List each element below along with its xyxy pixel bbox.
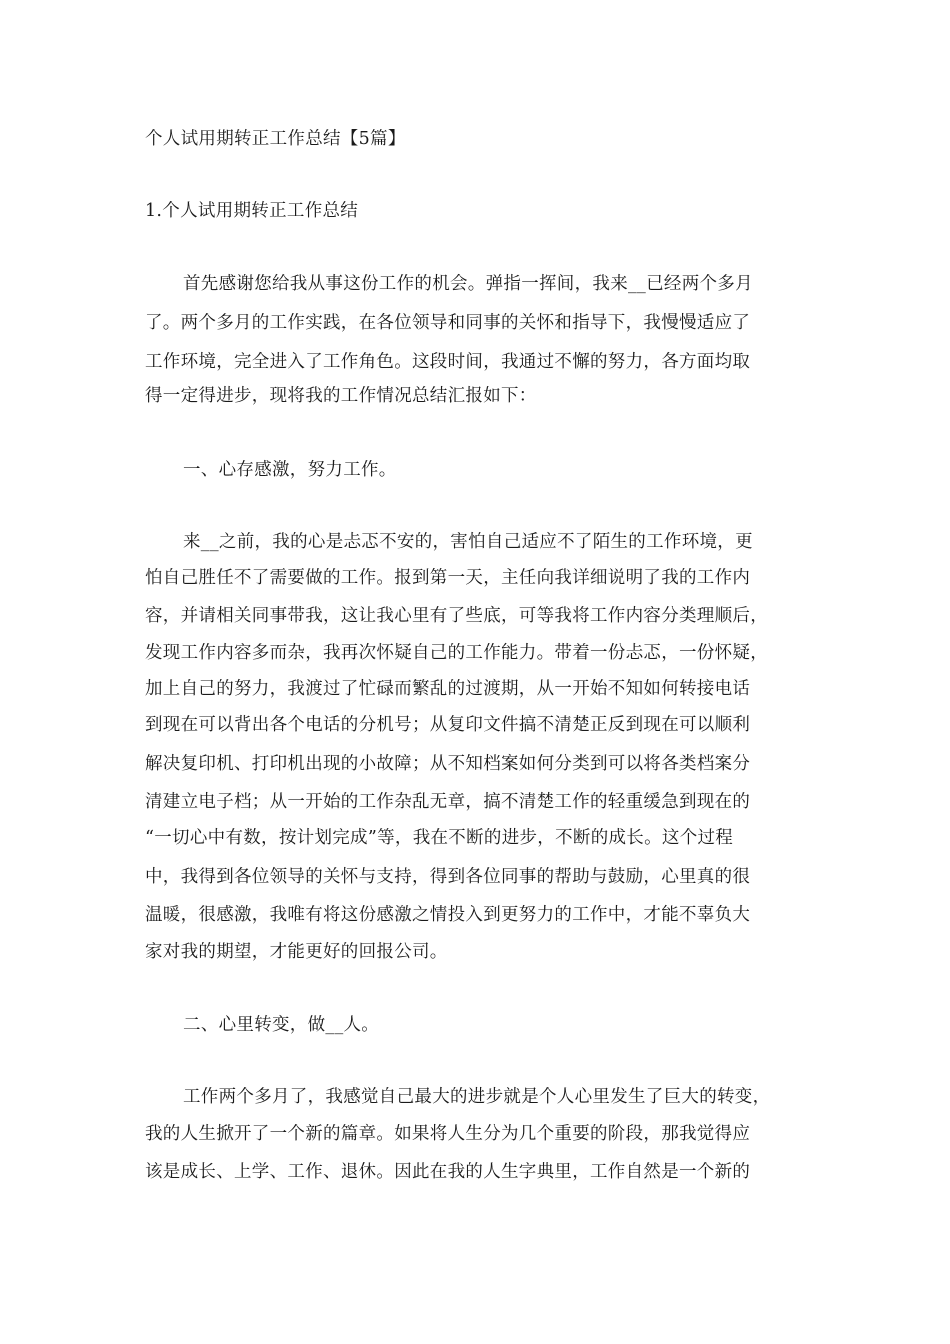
paragraph-line: 首先感谢您给我从事这份工作的机会。弹指一挥间，我来__已经两个多月 — [183, 274, 753, 294]
paragraph-line: 温暖，很感激，我唯有将这份感激之情投入到更努力的工作中，才能不辜负大 — [145, 905, 751, 925]
paragraph-line: “一切心中有数，按计划完成”等，我在不断的进步，不断的成长。这个过程 — [145, 828, 734, 848]
section-title: 1.个人试用期转正工作总结 — [145, 201, 359, 221]
paragraph-line: 得一定得进步，现将我的工作情况总结汇报如下： — [145, 386, 537, 406]
paragraph-line: 怕自己胜任不了需要做的工作。报到第一天，主任向我详细说明了我的工作内 — [145, 568, 751, 588]
paragraph-line: 该是成长、上学、工作、退休。因此在我的人生字典里，工作自然是一个新的 — [145, 1162, 751, 1182]
paragraph-line: 解决复印机、打印机出现的小故障；从不知档案如何分类到可以将各类档案分 — [145, 754, 751, 774]
paragraph-line: 中，我得到各位领导的关怀与支持，得到各位同事的帮助与鼓励，心里真的很 — [145, 867, 751, 887]
paragraph-line: 我的人生掀开了一个新的篇章。如果将人生分为几个重要的阶段，那我觉得应 — [145, 1124, 751, 1144]
paragraph-line: 到现在可以背出各个电话的分机号；从复印文件搞不清楚正反到现在可以顺利 — [145, 715, 751, 735]
section-heading: 二、心里转变，做__人。 — [183, 1015, 380, 1035]
paragraph-line: 了。两个多月的工作实践，在各位领导和同事的关怀和指导下，我慢慢适应了 — [145, 313, 751, 333]
paragraph-line: 发现工作内容多而杂，我再次怀疑自己的工作能力。带着一份忐忑，一份怀疑， — [145, 643, 768, 663]
paragraph-line: 来__之前，我的心是忐忑不安的，害怕自己适应不了陌生的工作环境，更 — [183, 532, 753, 552]
paragraph-line: 清建立电子档；从一开始的工作杂乱无章，搞不清楚工作的轻重缓急到现在的 — [145, 792, 751, 812]
paragraph-line: 加上自己的努力，我渡过了忙碌而繁乱的过渡期，从一开始不知如何转接电话 — [145, 679, 751, 699]
paragraph-line: 工作环境，完全进入了工作角色。这段时间，我通过不懈的努力，各方面均取 — [145, 352, 751, 372]
section-heading: 一、心存感激，努力工作。 — [183, 460, 397, 480]
document-title: 个人试用期转正工作总结【5篇】 — [145, 129, 406, 149]
paragraph-line: 工作两个多月了，我感觉自己最大的进步就是个人心里发生了巨大的转变， — [183, 1087, 771, 1107]
paragraph-line: 容，并请相关同事带我，这让我心里有了些底，可等我将工作内容分类理顺后， — [145, 606, 768, 626]
paragraph-line: 家对我的期望，才能更好的回报公司。 — [145, 942, 448, 962]
